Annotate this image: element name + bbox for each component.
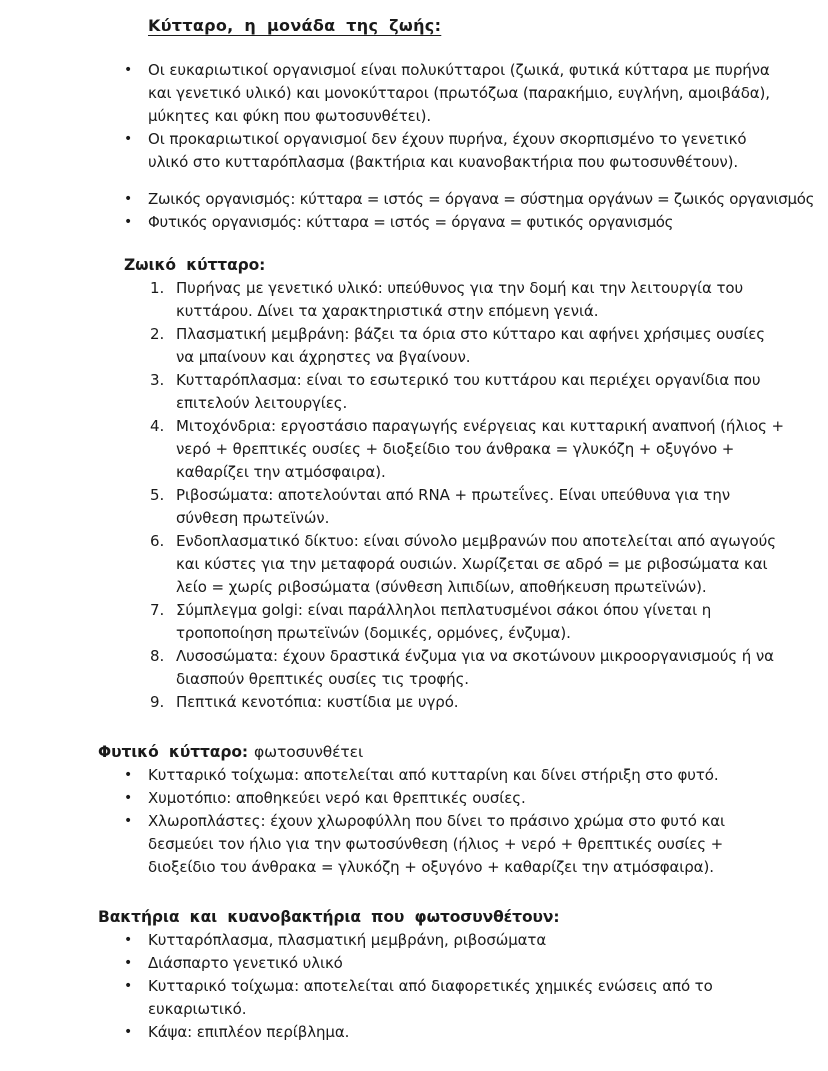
- list-item: [150, 691, 804, 714]
- bullet-icon: •: [124, 62, 133, 78]
- list-item: [124, 128, 804, 174]
- list-item: [150, 484, 804, 530]
- plant-cell-bullet-list: [124, 764, 804, 879]
- list-item: [150, 599, 804, 645]
- list-item-text: Οι προκαριωτικοί οργανισμοί δεν έχουν πυρήνα, έχουν σκορπισμένο το γενετικό υλικό στο κυτταρόπλασμα (βακτήρια και κυανοβακτήρια που φωτοσυνθέτουν).: [148, 130, 747, 171]
- item-number: 2.: [150, 325, 165, 343]
- list-item: [124, 59, 804, 128]
- list-item-text: Κάψα: επιπλέον περίβλημα.: [148, 1023, 350, 1041]
- list-item: [150, 369, 804, 415]
- list-item-text: Πεπτικά κενοτόπια: κυστίδια με υγρό.: [176, 693, 459, 711]
- section-heading-suffix: φωτοσυνθέτει: [254, 743, 364, 761]
- list-item-text: Χλωροπλάστες: έχουν χλωροφύλλη που δίνει το πράσινο χρώμα στο φυτό και δεσμεύει τον ήλιο για την φωτοσύνθεση (ήλιος + νερό + θρεπτικές ουσίες + διοξείδιο του άνθρακα = γλυκόζη + οξυγόνο + καθαρίζει την ατμόσφαιρα).: [148, 812, 726, 876]
- bullet-icon: •: [124, 131, 133, 147]
- list-item-text: Πυρήνας με γενετικό υλικό: υπεύθυνος για την δομή και την λειτουργία του κυττάρου. Δίνει τα χαρακτηριστικά στην επόμενη γενιά.: [176, 279, 744, 320]
- list-item: [124, 188, 815, 211]
- list-item: [124, 211, 804, 234]
- bullet-icon: •: [124, 813, 133, 829]
- list-item-text: Κυτταρικό τοίχωμα: αποτελείται από κυτταρίνη και δίνει στήριξη στο φυτό.: [148, 766, 719, 784]
- list-item: [150, 415, 804, 484]
- item-number: 5.: [150, 486, 165, 504]
- list-item-text: Ζωικός οργανισμός: κύτταρα = ιστός = όργανα = σύστημα οργάνων = ζωικός οργανισμός: [148, 190, 815, 208]
- list-item-text: Φυτικός οργανισμός: κύτταρα = ιστός = όργανα = φυτικός οργανισμός: [148, 213, 674, 231]
- item-number: 7.: [150, 601, 165, 619]
- list-item-text: Κυτταρόπλασμα, πλασματική μεμβράνη, ριβοσώματα: [148, 931, 547, 949]
- list-item-text: Οι ευκαριωτικοί οργανισμοί είναι πολυκύτταροι (ζωικά, φυτικά κύτταρα με πυρήνα και γενετικό υλικό) και μονοκύτταροι (πρωτόζωα (παρακήμιο, ευγλήνη, αμοιβάδα), μύκητες και φύκη που φωτοσυνθέτει).: [148, 61, 770, 125]
- item-number: 4.: [150, 417, 165, 435]
- bullet-icon: •: [124, 191, 133, 207]
- item-number: 3.: [150, 371, 165, 389]
- list-item: [124, 975, 804, 1021]
- section-heading-bacteria: Βακτήρια και κυανοβακτήρια που φωτοσυνθέτουν:: [98, 908, 560, 926]
- item-number: 1.: [150, 279, 165, 297]
- list-item-text: Πλασματική μεμβράνη: βάζει τα όρια στο κύτταρο και αφήνει χρήσιμες ουσίες να μπαίνουν και άχρηστες να βγαίνουν.: [176, 325, 765, 366]
- animal-cell-numbered-list: [150, 277, 804, 714]
- list-item: [150, 530, 804, 599]
- list-item: [150, 645, 804, 691]
- section-heading-animal-cell: Ζωικό κύτταρο:: [124, 256, 266, 274]
- bullet-icon: •: [124, 1024, 133, 1040]
- bullet-icon: •: [124, 767, 133, 783]
- item-number: 9.: [150, 693, 165, 711]
- item-number: 6.: [150, 532, 165, 550]
- list-item-text: Ριβοσώματα: αποτελούνται από RNA + πρωτεΐνες. Είναι υπεύθυνα για την σύνθεση πρωτεϊνών.: [176, 486, 731, 527]
- list-item: [124, 764, 804, 787]
- list-item: [150, 277, 804, 323]
- section-heading-label: Φυτικό κύτταρο:: [98, 743, 248, 761]
- list-item: [150, 323, 804, 369]
- bullet-icon: •: [124, 978, 133, 994]
- list-item: [124, 1021, 804, 1044]
- list-item-text: Ενδοπλασματικό δίκτυο: είναι σύνολο μεμβρανών που αποτελείται από αγωγούς και κύστες για την μεταφορά ουσιών. Χωρίζεται σε αδρό = με ριβοσώματα και λείο = χωρίς ριβοσώματα (σύνθεση λιπιδίων, αποθήκευση πρωτεϊνών).: [176, 532, 776, 596]
- bullet-icon: •: [124, 955, 133, 971]
- bacteria-bullet-list: [124, 929, 804, 1044]
- page-title: Κύτταρο, η μονάδα της ζωής:: [148, 16, 442, 35]
- list-item: [124, 952, 804, 975]
- bullet-icon: •: [124, 214, 133, 230]
- list-item-text: Κυτταρικό τοίχωμα: αποτελείται από διαφορετικές χημικές ενώσεις από το ευκαριωτικό.: [148, 977, 713, 1018]
- intro-bullet-list: [124, 59, 804, 174]
- list-item: [124, 929, 804, 952]
- list-item-text: Διάσπαρτο γενετικό υλικό: [148, 954, 343, 972]
- list-item: [124, 810, 804, 879]
- list-item-text: Κυτταρόπλασμα: είναι το εσωτερικό του κυττάρου και περιέχει οργανίδια που επιτελούν λειτουργίες.: [176, 371, 761, 412]
- organism-bullet-list: [124, 188, 815, 234]
- list-item: [124, 787, 804, 810]
- item-number: 8.: [150, 647, 165, 665]
- list-item-text: Μιτοχόνδρια: εργοστάσιο παραγωγής ενέργειας και κυτταρική αναπνοή (ήλιος + νερό + θρεπτικές ουσίες + διοξείδιο του άνθρακα = γλυκόζη + οξυγόνο + καθαρίζει την ατμόσφαιρα).: [176, 417, 784, 481]
- bullet-icon: •: [124, 790, 133, 806]
- list-item-text: Λυσοσώματα: έχουν δραστικά ένζυμα για να σκοτώνουν μικροοργανισμούς ή να διασπούν θρεπτικές ουσίες τις τροφής.: [176, 647, 774, 688]
- bullet-icon: •: [124, 932, 133, 948]
- section-heading-plant-cell: [98, 741, 804, 764]
- list-item-text: Χυμοτόπιο: αποθηκεύει νερό και θρεπτικές ουσίες.: [148, 789, 526, 807]
- list-item-text: Σύμπλεγμα golgi: είναι παράλληλοι πεπλατυσμένοι σάκοι όπου γίνεται η τροποποίηση πρωτεϊνών (δομικές, ορμόνες, ένζυμα).: [176, 601, 712, 642]
